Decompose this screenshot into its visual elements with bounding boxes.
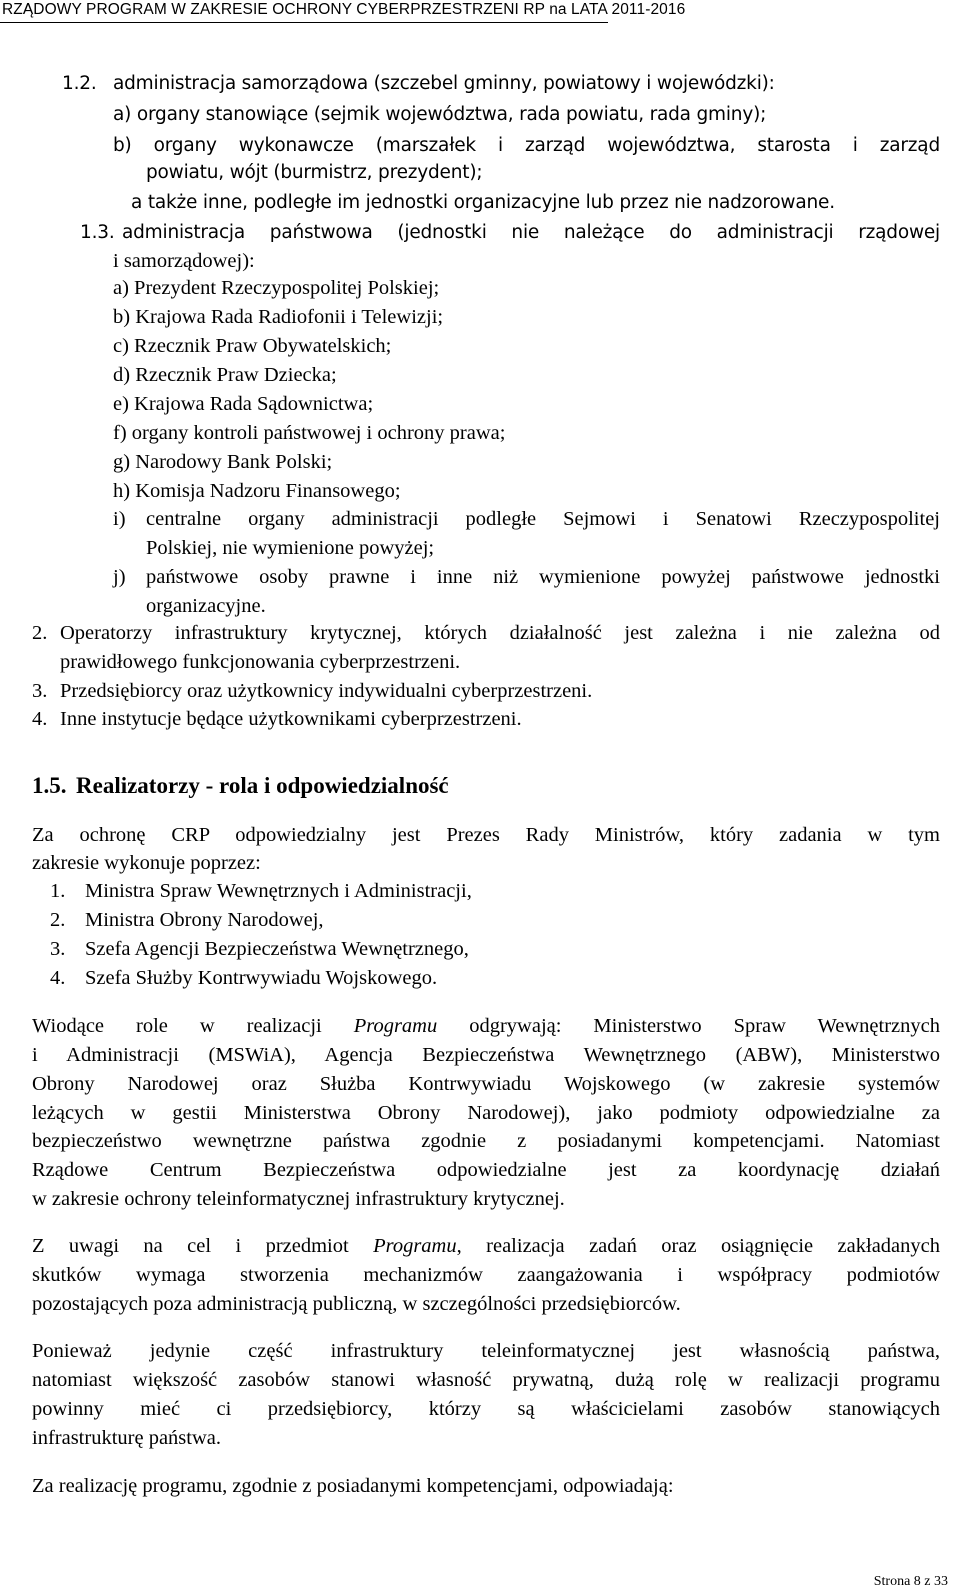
item-4-number: 4. — [32, 708, 48, 730]
list-item: c) Rzecznik Praw Obywatelskich; — [113, 335, 392, 357]
paragraph-2-line2: skutków wymaga stworzenia mechanizmów zaangażowania i współpracy podmiotów — [32, 1264, 940, 1286]
ministry-number: 2. — [50, 909, 66, 931]
item-3-text: Przedsiębiorcy oraz użytkownicy indywidualni cyberprzestrzeni. — [60, 680, 593, 702]
item-i-line1: centralne organy administracji podległe Sejmowi i Senatowi Rzeczypospolitej — [146, 508, 940, 530]
paragraph-1-line4: leżących w gestii Ministerstwa Obrony Narodowej), jako podmioty odpowiedzialne za — [32, 1102, 940, 1124]
document-header — [0, 0, 686, 23]
paragraph-1-line5: bezpieczeństwo wewnętrzne państwa zgodnie z posiadanymi kompetencjami. Natomiast — [32, 1130, 940, 1152]
item-1-2-b-line2: powiatu, wójt (burmistrz, prezydent); — [146, 162, 483, 183]
ministry-number: 3. — [50, 938, 66, 960]
page-number: Strona 8 z 33 — [873, 1574, 948, 1589]
item-1-3-line2: i samorządowej): — [113, 250, 255, 272]
paragraph-4-line1: Za realizację programu, zgodnie z posiadanymi kompetencjami, odpowiadają: — [32, 1475, 674, 1497]
item-i-label: i) — [113, 508, 126, 530]
paragraph-1-line7: w zakresie ochrony teleinformatycznej infrastruktury krytycznej. — [32, 1188, 565, 1210]
ministry-number: 4. — [50, 967, 66, 989]
ministry-number: 1. — [50, 880, 66, 902]
item-1-3-number: 1.3. — [80, 222, 115, 243]
ministry-item: Ministra Obrony Narodowej, — [85, 909, 324, 931]
item-j-line1: państwowe osoby prawne i inne niż wymienione powyżej państwowe jednostki — [146, 566, 940, 588]
paragraph-1-line1: Wiodące role w realizacji Programu odgrywają: Ministerstwo Spraw Wewnętrznych — [32, 1015, 940, 1037]
section-number: 1.5. — [32, 773, 67, 798]
section-title: Realizatorzy - rola i odpowiedzialność — [76, 773, 449, 798]
paragraph-2-line1: Z uwagi na cel i przedmiot Programu, realizacja zadań oraz osiągnięcie zakładanych — [32, 1235, 940, 1257]
header-title: RZĄDOWY PROGRAM W ZAKRESIE OCHRONY CYBERPRZESTRZENI RP na LATA 2011-2016 — [2, 1, 686, 18]
ministry-item: Szefa Agencji Bezpieczeństwa Wewnętrznego, — [85, 938, 469, 960]
item-3-number: 3. — [32, 680, 48, 702]
intro-line1: Za ochronę CRP odpowiedzialny jest Prezes Rady Ministrów, który zadania w tym — [32, 824, 940, 846]
item-1-3-line1: administracja państwowa (jednostki nie należące do administracji rządowej — [122, 222, 940, 243]
paragraph-3-line4: infrastrukturę państwa. — [32, 1427, 221, 1449]
item-1-2-number: 1.2. — [62, 73, 97, 94]
paragraph-1-line2: i Administracji (MSWiA), Agencja Bezpieczeństwa Wewnętrznego (ABW), Ministerstwo — [32, 1044, 940, 1066]
item-1-2-b-line1: b) organy wykonawcze (marszałek i zarząd województwa, starosta i zarząd — [113, 135, 940, 156]
program-emphasis: Programu — [373, 1235, 457, 1257]
item-2-line2: prawidłowego funkcjonowania cyberprzestrzeni. — [60, 651, 461, 673]
item-1-2-text: administracja samorządowa (szczebel gminny, powiatowy i wojewódzki): — [113, 73, 775, 94]
paragraph-1-line6: Rządowe Centrum Bezpieczeństwa odpowiedzialne jest za koordynację działań — [32, 1159, 940, 1181]
item-j-line2: organizacyjne. — [146, 595, 266, 617]
item-1-2-a: a) organy stanowiące (sejmik województwa, rada powiatu, rada gminy); — [113, 104, 767, 125]
item-1-2-also: a także inne, podległe im jednostki organizacyjne lub przez nie nadzorowane. — [131, 192, 835, 213]
list-item: d) Rzecznik Praw Dziecka; — [113, 364, 337, 386]
list-item: f) organy kontroli państwowej i ochrony prawa; — [113, 422, 506, 444]
list-item: a) Prezydent Rzeczypospolitej Polskiej; — [113, 277, 440, 299]
list-item: b) Krajowa Rada Radiofonii i Telewizji; — [113, 306, 444, 328]
item-4-text: Inne instytucje będące użytkownikami cyberprzestrzeni. — [60, 708, 522, 730]
item-i-line2: Polskiej, nie wymienione powyżej; — [146, 537, 435, 559]
list-item: e) Krajowa Rada Sądownictwa; — [113, 393, 374, 415]
paragraph-3-line2: natomiast większość zasobów stanowi własność prywatną, dużą rolę w realizacji programu — [32, 1369, 940, 1391]
paragraph-3-line1: Ponieważ jedynie część infrastruktury teleinformatycznej jest własnością państwa, — [32, 1340, 940, 1362]
paragraph-2-line3: pozostających poza administracją publiczną, w szczególności przedsiębiorców. — [32, 1293, 681, 1315]
list-item: h) Komisja Nadzoru Finansowego; — [113, 480, 401, 502]
ministry-item: Szefa Służby Kontrwywiadu Wojskowego. — [85, 967, 438, 989]
paragraph-1-line3: Obrony Narodowej oraz Służba Kontrwywiadu Wojskowego (w zakresie systemów — [32, 1073, 940, 1095]
paragraph-3-line3: powinny mieć ci przedsiębiorcy, którzy są właścicielami zasobów stanowiących — [32, 1398, 940, 1420]
list-item: g) Narodowy Bank Polski; — [113, 451, 333, 473]
intro-line2: zakresie wykonuje poprzez: — [32, 852, 261, 874]
program-emphasis: Programu — [353, 1015, 438, 1037]
item-2-line1: Operatorzy infrastruktury krytycznej, których działalność jest zależna i nie zależna od — [60, 622, 940, 644]
ministry-item: Ministra Spraw Wewnętrznych i Administracji, — [85, 880, 472, 902]
item-2-number: 2. — [32, 622, 48, 644]
item-j-label: j) — [113, 566, 126, 588]
